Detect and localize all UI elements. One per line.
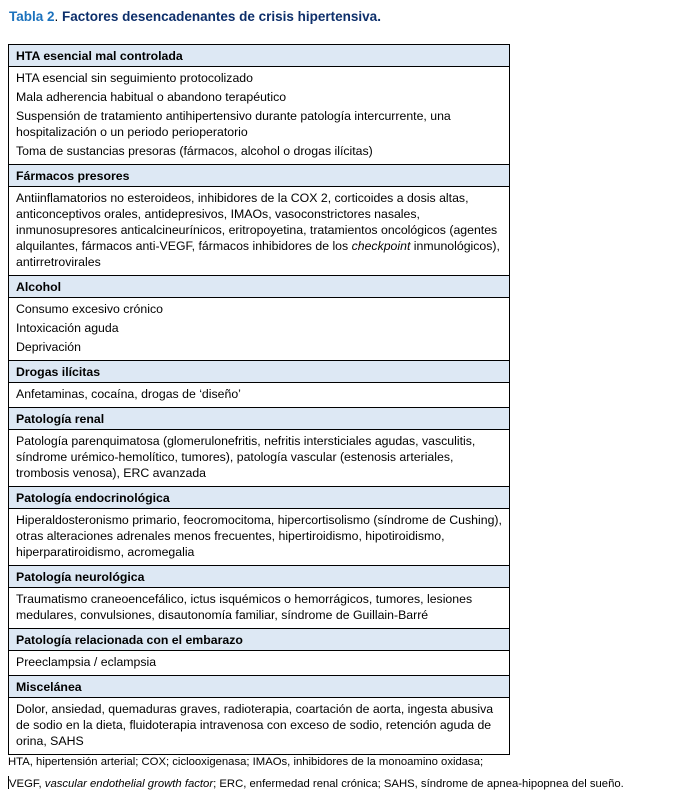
list-item [16,512,502,560]
table-label: Tabla 2 [9,9,55,24]
italic-term: checkpoint [351,239,411,253]
section-items [9,187,510,276]
section-header: Patología relacionada con el embarazo [9,629,510,651]
list-item [16,320,502,336]
list-item [16,701,502,749]
section-header: Miscelánea [9,676,510,698]
section-header: Patología renal [9,408,510,430]
section-items [9,698,510,755]
section-body-row [9,298,510,361]
section-header: Patología neurológica [9,566,510,588]
section-header-row [9,276,510,298]
section-items [9,588,510,629]
section-body-row [9,698,510,755]
text-segment: Toma de sustancias presoras (fármacos, alcohol o drogas ilícitas) [16,144,373,158]
section-items [9,67,510,165]
text-segment: HTA esencial sin seguimiento protocolizado [16,71,253,85]
list-item [16,89,502,105]
section-items [9,383,510,408]
section-body-row [9,509,510,566]
table-title: Factores desencadenantes de crisis hipertensiva. [58,9,381,24]
section-items [9,651,510,676]
section-header-row [9,408,510,430]
section-body-row [9,383,510,408]
section-header-row [9,361,510,383]
list-item [16,301,502,317]
section-header: Fármacos presores [9,165,510,187]
text-segment: Preeclampsia / eclampsia [16,655,157,669]
text-segment: VEGF, [9,778,45,790]
text-segment: Hiperaldosteronismo primario, feocromocitoma, hipercortisolismo (síndrome de Cushing), otras alteraciones adrenales menos frecuentes, hipertiroidismo, hipotiroidismo, hiperparatiroidismo, acromegalia [16,513,502,559]
text-segment: inmunológicos), antirretrovirales [16,239,500,269]
section-header: Drogas ilícitas [9,361,510,383]
section-items [9,430,510,487]
section-items [9,509,510,566]
text-segment: Anfetaminas, cocaína, drogas de ‘diseño’ [16,387,241,401]
list-item [16,591,502,623]
table-caption [9,9,381,24]
section-header-row [9,676,510,698]
text-segment: Traumatismo craneoencefálico, ictus isquémicos o hemorrágicos, tumores, lesiones medulares, convulsiones, disautonomía familiar, síndrome de Guillain-Barré [16,592,473,622]
triggers-table [8,44,510,755]
caption-separator: . [54,9,59,24]
section-header-row [9,165,510,187]
list-item [16,190,502,270]
section-header-row [9,629,510,651]
list-item [16,654,502,670]
section-header: Patología endocrinológica [9,487,510,509]
text-segment: HTA, hipertensión arterial; COX; ciclooxigenasa; IMAOs, inhibidores de la monoamino oxidasa; [8,756,484,768]
section-header: HTA esencial mal controlada [9,45,510,67]
text-segment: Antiinflamatorios no esteroideos, inhibidores de la COX 2, corticoides a dosis altas, anticonceptivos orales, antidepresivos, IMAOs, vasoconstrictores nasales, inmunosupresores anticalcineurínicos, eritropoyetina, tratamientos oncológicos (agentes alquilantes, fármacos anti-VEGF, fármacos inhibidores de los [16,191,498,253]
list-item [16,108,502,140]
list-item [16,386,502,402]
list-item [16,339,502,355]
text-segment: Mala adherencia habitual o abandono terapéutico [16,90,287,104]
section-header: Alcohol [9,276,510,298]
table-footnotes [8,751,624,795]
section-body-row [9,651,510,676]
text-segment: ; ERC, enfermedad renal crónica; SAHS, síndrome de apnea-hipopnea del sueño. [213,778,624,790]
footnote-line [8,751,624,773]
footnote-line [8,773,624,795]
section-header-row [9,487,510,509]
list-item [16,143,502,159]
text-segment: Patología parenquimatosa (glomerulonefritis, nefritis intersticiales agudas, vasculitis, síndrome urémico-hemolítico, tumores), patología vascular (estenosis arteriales, trombosis venosa), ERC avanzada [16,434,476,480]
list-item [16,70,502,86]
list-item [16,433,502,481]
section-header-row [9,45,510,67]
section-header-row [9,566,510,588]
section-items [9,298,510,361]
text-segment: Consumo excesivo crónico [16,302,163,316]
text-segment: Deprivación [16,340,81,354]
text-segment: Dolor, ansiedad, quemaduras graves, radioterapia, coartación de aorta, ingesta abusiva de sodio en la dieta, fluidoterapia intravenosa con exceso de sodio, retención aguda de orina, SAHS [16,702,494,748]
text-segment: Suspensión de tratamiento antihipertensivo durante patología intercurrente, una hospitalización o un periodo perioperatorio [16,109,451,139]
section-body-row [9,430,510,487]
section-body-row [9,187,510,276]
italic-term: vascular endothelial growth factor [44,778,214,790]
section-body-row [9,588,510,629]
text-segment: Intoxicación aguda [16,321,119,335]
section-body-row [9,67,510,165]
